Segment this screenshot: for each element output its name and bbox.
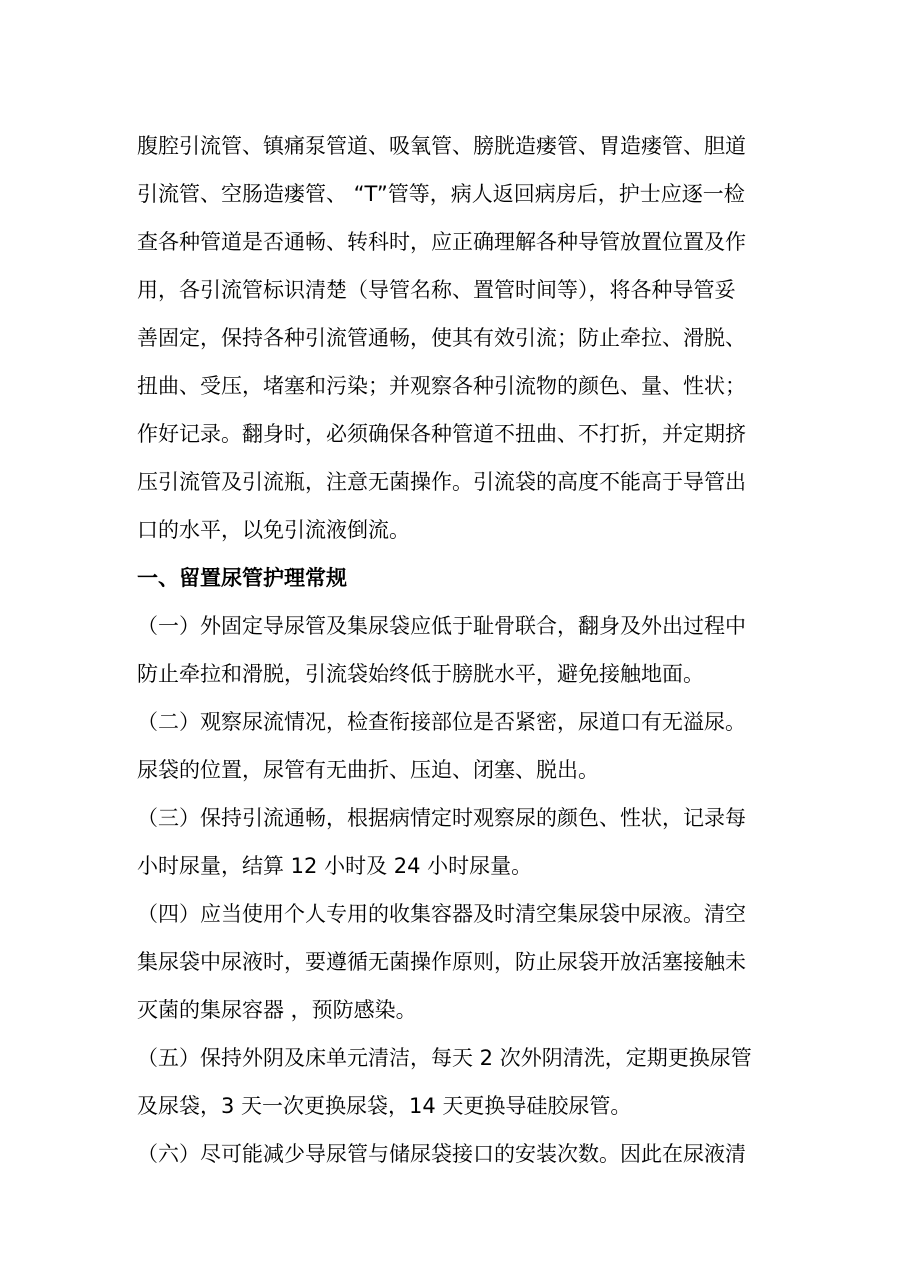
list-item-line: （三）保持引流通畅，根据病情定时观察尿的颜色、性状，记录每 bbox=[137, 806, 746, 830]
document-body bbox=[137, 122, 773, 1178]
list-item-line: （二）观察尿流情况，检查衔接部位是否紧密，尿道口有无溢尿。 bbox=[137, 710, 746, 734]
list-item-line: 灭菌的集尿容器 ，预防感染。 bbox=[137, 998, 417, 1022]
list-item-line: 小时尿量，结算 12 小时及 24 小时尿量。 bbox=[137, 854, 533, 878]
paragraph-line: 查各种管道是否通畅、转科时，应正确理解各种导管放置位置及作 bbox=[137, 230, 746, 254]
paragraph-line: 善固定，保持各种引流管通畅，使其有效引流；防止牵拉、滑脱、 bbox=[137, 326, 746, 350]
paragraph-line: 腹腔引流管、镇痛泵管道、吸氧管、膀胱造瘘管、胃造瘘管、胆道 bbox=[137, 134, 746, 158]
paragraph-line: 作好记录。翻身时，必须确保各种管道不扭曲、不打折，并定期挤 bbox=[137, 422, 746, 446]
list-item-line: （四）应当使用个人专用的收集容器及时清空集尿袋中尿液。清空 bbox=[137, 902, 746, 926]
paragraph-line: 用，各引流管标识清楚（导管名称、置管时间等），将各种导管妥 bbox=[137, 278, 736, 302]
list-item-line: （五）保持外阴及床单元清洁，每天 2 次外阴清洗，定期更换尿管 bbox=[137, 1046, 752, 1070]
paragraph-line: 口的水平，以免引流液倒流。 bbox=[137, 518, 410, 542]
paragraph-line: 扭曲、受压，堵塞和污染；并观察各种引流物的颜色、量、性状； bbox=[137, 374, 746, 398]
list-item-line: 及尿袋，3 天一次更换尿袋，14 天更换导硅胶尿管。 bbox=[137, 1094, 632, 1118]
list-item-line: （一）外固定导尿管及集尿袋应低于耻骨联合，翻身及外出过程中 bbox=[137, 614, 746, 638]
paragraph-line: 压引流管及引流瓶，注意无菌操作。引流袋的高度不能高于导管出 bbox=[137, 470, 746, 494]
list-item-line: 防止牵拉和滑脱，引流袋始终低于膀胱水平，避免接触地面。 bbox=[137, 662, 704, 686]
list-item-line: 集尿袋中尿液时，要遵循无菌操作原则，防止尿袋开放活塞接触未 bbox=[137, 950, 746, 974]
section-heading: 一、留置尿管护理常规 bbox=[137, 566, 347, 590]
paragraph-line: 引流管、空肠造瘘管、 “T”管等，病人返回病房后，护士应逐一检 bbox=[137, 182, 745, 206]
list-item-line: （六）尽可能减少导尿管与储尿袋接口的安装次数。因此在尿液清 bbox=[137, 1142, 746, 1166]
list-item-line: 尿袋的位置，尿管有无曲折、压迫、闭塞、脱出。 bbox=[137, 758, 599, 782]
